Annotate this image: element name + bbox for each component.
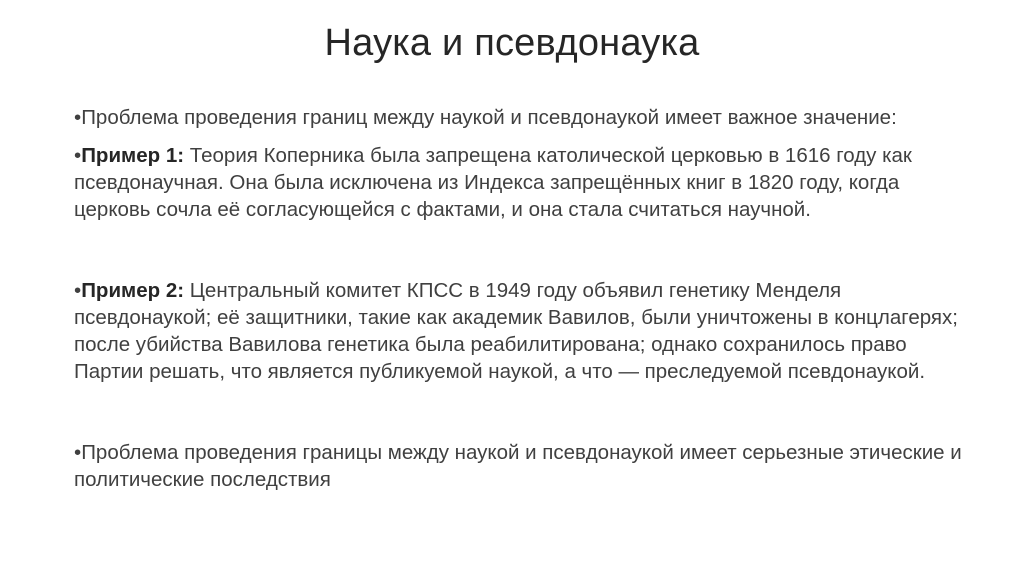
bullet-marker: • [74, 279, 82, 302]
slide-body [74, 104, 974, 493]
bullet-marker: • [74, 106, 82, 129]
bullet-paragraph-3 [74, 277, 974, 385]
bullet-paragraph-2 [74, 142, 974, 223]
bullet-marker: • [74, 441, 82, 464]
example-label: Пример 1: [81, 144, 185, 167]
paragraph-text: Проблема проведения границ между наукой и псевдонаукой имеет важное значение: [81, 106, 897, 129]
bullet-paragraph-4 [74, 439, 974, 493]
paragraph-text: Проблема проведения границы между наукой и псевдонаукой имеет серьезные этические и политические последствия [74, 441, 962, 491]
example-label: Пример 2: [81, 279, 185, 302]
paragraph-text: Теория Коперника была запрещена католической церковью в 1616 году как псевдонаучная. Она была исключена из Индекса запрещённых книг в 1820 году, когда церковь сочла её согласующейся с фактами, и она стала считаться научной. [74, 144, 912, 221]
slide-title: Наука и псевдонаука [324, 22, 700, 64]
bullet-paragraph-1 [74, 104, 974, 131]
paragraph-text: Центральный комитет КПСС в 1949 году объявил генетику Менделя псевдонаукой; её защитники, такие как академик Вавилов, были уничтожены в концлагерях; после убийства Вавилова генетика была реабилитирована; однако сохранилось право Партии решать, что является публикуемой наукой, а что — преследуемой псевдонаукой. [74, 279, 958, 383]
bullet-marker: • [74, 144, 82, 167]
